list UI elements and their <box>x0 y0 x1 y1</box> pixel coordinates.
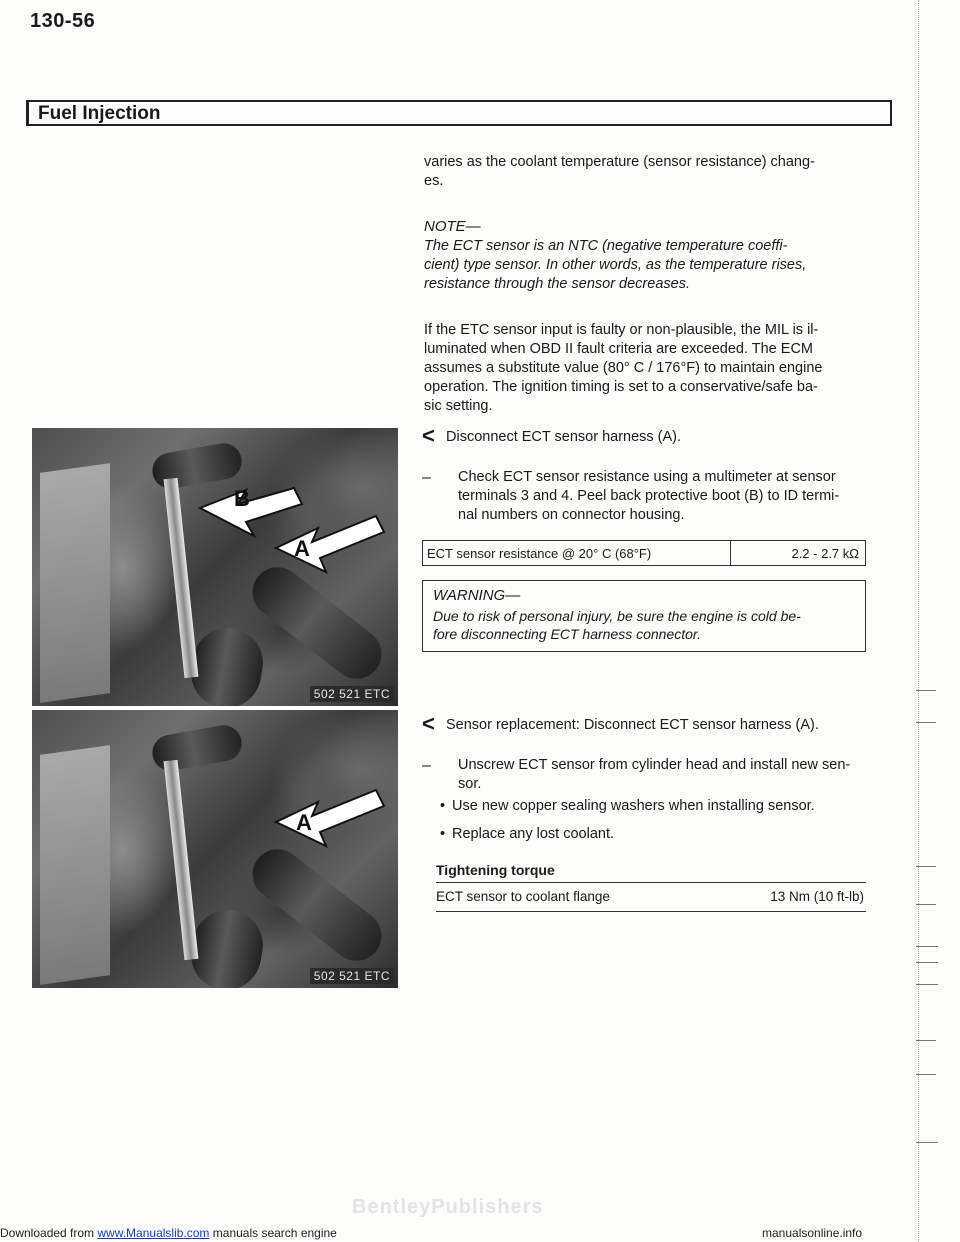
paragraph-line-1: If the ETC sensor input is faulty or non-plausible, the MIL is il- <box>424 322 819 338</box>
paragraph-line-5: sic setting. <box>424 398 493 414</box>
bullet-icon: • <box>440 798 446 814</box>
torque-value: 13 Nm (10 ft-lb) <box>770 889 864 904</box>
scan-edge-mark <box>916 1040 936 1041</box>
scan-edge-mark <box>916 1074 936 1075</box>
figure-tag-bottom: 502 521 ETC <box>310 968 394 984</box>
dash-icon: – <box>422 757 431 774</box>
paragraph-line-4: operation. The ignition timing is set to a conservative/safe ba- <box>424 379 818 395</box>
torque-rule-bottom <box>436 911 866 912</box>
bullet-coolant: Replace any lost coolant. <box>452 826 615 842</box>
bullet-icon: • <box>440 826 446 842</box>
torque-label: ECT sensor to coolant flange <box>436 889 610 904</box>
pointer-arrow-icon: < <box>422 711 435 736</box>
warning-heading: WARNING— <box>433 587 521 604</box>
bullet-washers: Use new copper sealing washers when installing sensor. <box>452 798 815 814</box>
note-heading: NOTE— <box>424 218 481 235</box>
paragraph-line-2: luminated when OBD II fault criteria are exceeded. The ECM <box>424 341 814 357</box>
dash-icon: – <box>422 469 431 486</box>
figure-tag-top: 502 521 ETC <box>310 686 394 702</box>
warning-box <box>422 580 866 652</box>
scan-edge-mark <box>916 904 936 905</box>
resistance-spec-box <box>422 540 866 566</box>
torque-title: Tightening torque <box>436 862 555 878</box>
warning-line-1: Due to risk of personal injury, be sure the engine is cold be- <box>433 608 801 624</box>
section-title: Fuel Injection <box>38 103 161 124</box>
publisher-watermark: BentleyPublishers <box>352 1196 544 1218</box>
intro-line-2: es. <box>424 173 444 189</box>
scan-edge-mark <box>916 1142 938 1143</box>
callout-label-a: A <box>296 810 312 835</box>
warning-text <box>433 607 858 643</box>
note-line-2: cient) type sensor. In other words, as the temperature rises, <box>424 257 807 273</box>
page-number: 130-56 <box>30 10 96 32</box>
paragraph-line-3: assumes a substitute value (80° C / 176°F) to maintain engine <box>424 360 823 376</box>
unscrew-line-2: sor. <box>458 776 482 792</box>
torque-rule-top <box>436 882 866 883</box>
spec-value: 2.2 - 2.7 kΩ <box>791 546 859 561</box>
footer-suffix: manuals search engine <box>209 1226 337 1240</box>
engine-photo-bottom <box>32 710 398 988</box>
note-line-3: resistance through the sensor decreases. <box>424 276 690 292</box>
note-line-1: The ECT sensor is an NTC (negative temperature coeffi- <box>424 238 788 254</box>
scan-edge-mark <box>916 690 936 691</box>
warning-line-2: fore disconnecting ECT harness connector. <box>433 626 701 642</box>
scan-edge-mark <box>916 984 938 985</box>
step-replacement-text: Sensor replacement: Disconnect ECT sensor harness (A). <box>446 717 819 733</box>
scan-edge-mark <box>916 962 938 963</box>
callout-label-a: A <box>294 536 310 561</box>
manualslib-link[interactable]: www.Manualslib.com <box>97 1226 210 1240</box>
scan-edge-mark <box>916 946 938 947</box>
callout-label-b: B <box>234 486 250 511</box>
step-disconnect-text: Disconnect ECT sensor harness (A). <box>446 429 682 445</box>
scan-edge-mark <box>916 722 936 723</box>
check-line-1: Check ECT sensor resistance using a multimeter at sensor <box>458 469 836 485</box>
scan-edge-line <box>918 0 919 1242</box>
manualsonline-footer: manualsonline.info <box>762 1226 863 1240</box>
pointer-arrow-icon: < <box>422 423 435 448</box>
spec-divider <box>730 541 731 565</box>
scan-edge-mark <box>916 866 936 867</box>
spec-label: ECT sensor resistance @ 20° C (68°F) <box>427 546 652 561</box>
engine-photo-top <box>32 428 398 706</box>
callout-arrows <box>32 710 398 988</box>
intro-line-1: varies as the coolant temperature (sensor resistance) chang- <box>424 154 815 170</box>
check-line-2: terminals 3 and 4. Peel back protective boot (B) to ID termi- <box>458 488 840 504</box>
download-footer <box>0 1226 337 1240</box>
check-line-3: nal numbers on connector housing. <box>458 507 685 523</box>
footer-prefix: Downloaded from <box>0 1226 98 1240</box>
unscrew-line-1: Unscrew ECT sensor from cylinder head and install new sen- <box>458 757 851 773</box>
callout-arrows <box>32 428 398 706</box>
